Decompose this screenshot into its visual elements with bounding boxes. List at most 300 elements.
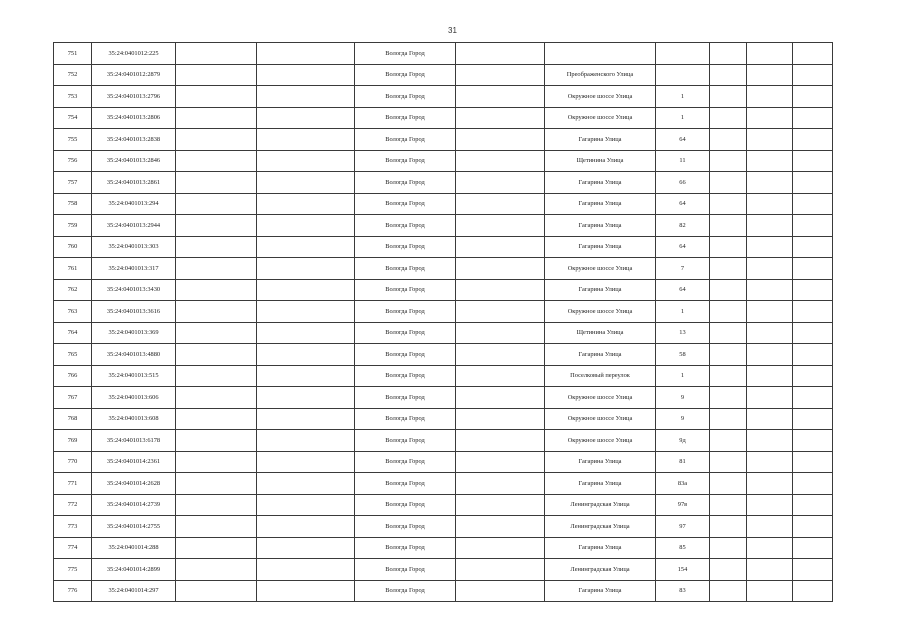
empty-cell xyxy=(793,559,833,581)
table-row xyxy=(54,365,833,387)
empty-cell xyxy=(176,236,257,258)
empty-cell xyxy=(793,408,833,430)
empty-cell xyxy=(747,150,793,172)
house-number-cell xyxy=(656,64,710,86)
empty-cell xyxy=(710,43,747,65)
empty-cell xyxy=(793,215,833,237)
house-number-cell: 1 xyxy=(656,107,710,129)
empty-cell xyxy=(793,473,833,495)
empty-cell xyxy=(747,43,793,65)
cadastral-number-cell: 35:24:0401014:2739 xyxy=(92,494,176,516)
street-cell: Гагарина Улица xyxy=(545,451,656,473)
empty-cell xyxy=(793,172,833,194)
empty-cell xyxy=(710,387,747,409)
row-number-cell: 757 xyxy=(54,172,92,194)
empty-cell xyxy=(257,322,355,344)
house-number-cell: 154 xyxy=(656,559,710,581)
empty-cell xyxy=(747,322,793,344)
street-cell: Ленинградская Улица xyxy=(545,516,656,538)
empty-cell xyxy=(456,107,545,129)
empty-cell xyxy=(710,86,747,108)
street-cell xyxy=(545,43,656,65)
empty-cell xyxy=(747,107,793,129)
empty-cell xyxy=(793,344,833,366)
city-cell: Вологда Город xyxy=(355,430,456,452)
empty-cell xyxy=(710,129,747,151)
cadastral-number-cell: 35:24:0401013:369 xyxy=(92,322,176,344)
table-row xyxy=(54,344,833,366)
cadastral-number-cell: 35:24:0401013:4880 xyxy=(92,344,176,366)
empty-cell xyxy=(747,365,793,387)
table-row xyxy=(54,64,833,86)
empty-cell xyxy=(176,365,257,387)
empty-cell xyxy=(793,193,833,215)
empty-cell xyxy=(793,107,833,129)
empty-cell xyxy=(747,580,793,602)
empty-cell xyxy=(456,473,545,495)
empty-cell xyxy=(176,580,257,602)
empty-cell xyxy=(793,301,833,323)
empty-cell xyxy=(710,193,747,215)
empty-cell xyxy=(257,344,355,366)
empty-cell xyxy=(456,279,545,301)
empty-cell xyxy=(176,516,257,538)
empty-cell xyxy=(257,86,355,108)
street-cell: Окружное шоссе Улица xyxy=(545,301,656,323)
cadastral-number-cell: 35:24:0401014:2899 xyxy=(92,559,176,581)
empty-cell xyxy=(257,473,355,495)
row-number-cell: 762 xyxy=(54,279,92,301)
table-row xyxy=(54,537,833,559)
empty-cell xyxy=(176,322,257,344)
empty-cell xyxy=(176,387,257,409)
empty-cell xyxy=(793,451,833,473)
house-number-cell: 83а xyxy=(656,473,710,495)
city-cell: Вологда Город xyxy=(355,516,456,538)
city-cell: Вологда Город xyxy=(355,580,456,602)
empty-cell xyxy=(710,258,747,280)
empty-cell xyxy=(456,172,545,194)
row-number-cell: 775 xyxy=(54,559,92,581)
empty-cell xyxy=(456,494,545,516)
street-cell: Окружное шоссе Улица xyxy=(545,387,656,409)
empty-cell xyxy=(456,236,545,258)
cadastral-number-cell: 35:24:0401014:288 xyxy=(92,537,176,559)
empty-cell xyxy=(747,129,793,151)
street-cell: Щетинина Улица xyxy=(545,150,656,172)
house-number-cell: 85 xyxy=(656,537,710,559)
row-number-cell: 770 xyxy=(54,451,92,473)
street-cell: Гагарина Улица xyxy=(545,580,656,602)
house-number-cell: 82 xyxy=(656,215,710,237)
table-row xyxy=(54,236,833,258)
city-cell: Вологда Город xyxy=(355,537,456,559)
table-row xyxy=(54,494,833,516)
house-number-cell: 1 xyxy=(656,365,710,387)
empty-cell xyxy=(456,344,545,366)
empty-cell xyxy=(176,129,257,151)
city-cell: Вологда Город xyxy=(355,236,456,258)
empty-cell xyxy=(793,322,833,344)
city-cell: Вологда Город xyxy=(355,387,456,409)
empty-cell xyxy=(257,516,355,538)
empty-cell xyxy=(793,86,833,108)
table-row xyxy=(54,451,833,473)
empty-cell xyxy=(176,279,257,301)
cadastral-number-cell: 35:24:0401013:608 xyxy=(92,408,176,430)
row-number-cell: 772 xyxy=(54,494,92,516)
empty-cell xyxy=(176,537,257,559)
city-cell: Вологда Город xyxy=(355,344,456,366)
empty-cell xyxy=(176,258,257,280)
row-number-cell: 760 xyxy=(54,236,92,258)
table-row xyxy=(54,258,833,280)
empty-cell xyxy=(793,494,833,516)
cadastral-number-cell: 35:24:0401013:3616 xyxy=(92,301,176,323)
empty-cell xyxy=(176,408,257,430)
empty-cell xyxy=(257,129,355,151)
empty-cell xyxy=(747,344,793,366)
empty-cell xyxy=(747,64,793,86)
empty-cell xyxy=(456,129,545,151)
empty-cell xyxy=(176,344,257,366)
empty-cell xyxy=(456,193,545,215)
empty-cell xyxy=(257,537,355,559)
empty-cell xyxy=(456,258,545,280)
empty-cell xyxy=(710,559,747,581)
house-number-cell: 97в xyxy=(656,494,710,516)
empty-cell xyxy=(176,107,257,129)
house-number-cell: 64 xyxy=(656,236,710,258)
street-cell: Гагарина Улица xyxy=(545,172,656,194)
empty-cell xyxy=(747,387,793,409)
empty-cell xyxy=(257,107,355,129)
house-number-cell: 9 xyxy=(656,408,710,430)
empty-cell xyxy=(176,430,257,452)
empty-cell xyxy=(747,258,793,280)
city-cell: Вологда Город xyxy=(355,494,456,516)
house-number-cell: 11 xyxy=(656,150,710,172)
house-number-cell: 7 xyxy=(656,258,710,280)
cadastral-number-cell: 35:24:0401013:2806 xyxy=(92,107,176,129)
cadastral-number-cell: 35:24:0401012:225 xyxy=(92,43,176,65)
empty-cell xyxy=(257,580,355,602)
empty-cell xyxy=(710,344,747,366)
city-cell: Вологда Город xyxy=(355,215,456,237)
table-row xyxy=(54,107,833,129)
empty-cell xyxy=(456,365,545,387)
street-cell: Гагарина Улица xyxy=(545,344,656,366)
empty-cell xyxy=(456,451,545,473)
row-number-cell: 759 xyxy=(54,215,92,237)
empty-cell xyxy=(257,150,355,172)
house-number-cell xyxy=(656,43,710,65)
empty-cell xyxy=(176,150,257,172)
street-cell: Гагарина Улица xyxy=(545,129,656,151)
house-number-cell: 81 xyxy=(656,451,710,473)
empty-cell xyxy=(257,64,355,86)
street-cell: Окружное шоссе Улица xyxy=(545,430,656,452)
city-cell: Вологда Город xyxy=(355,172,456,194)
city-cell: Вологда Город xyxy=(355,150,456,172)
cadastral-number-cell: 35:24:0401013:294 xyxy=(92,193,176,215)
house-number-cell: 66 xyxy=(656,172,710,194)
empty-cell xyxy=(793,430,833,452)
empty-cell xyxy=(257,193,355,215)
empty-cell xyxy=(747,516,793,538)
cadastral-number-cell: 35:24:0401013:2796 xyxy=(92,86,176,108)
city-cell: Вологда Город xyxy=(355,43,456,65)
empty-cell xyxy=(710,516,747,538)
table-row xyxy=(54,172,833,194)
empty-cell xyxy=(456,408,545,430)
street-cell: Гагарина Улица xyxy=(545,193,656,215)
row-number-cell: 763 xyxy=(54,301,92,323)
row-number-cell: 768 xyxy=(54,408,92,430)
empty-cell xyxy=(257,236,355,258)
empty-cell xyxy=(747,537,793,559)
empty-cell xyxy=(257,451,355,473)
page-number: 31 xyxy=(448,26,457,35)
house-number-cell: 13 xyxy=(656,322,710,344)
row-number-cell: 774 xyxy=(54,537,92,559)
empty-cell xyxy=(710,172,747,194)
empty-cell xyxy=(793,236,833,258)
street-cell: Гагарина Улица xyxy=(545,215,656,237)
cadastral-number-cell: 35:24:0401013:3430 xyxy=(92,279,176,301)
empty-cell xyxy=(456,86,545,108)
city-cell: Вологда Город xyxy=(355,408,456,430)
empty-cell xyxy=(257,365,355,387)
empty-cell xyxy=(793,43,833,65)
empty-cell xyxy=(456,387,545,409)
empty-cell xyxy=(456,43,545,65)
table-row xyxy=(54,86,833,108)
empty-cell xyxy=(710,279,747,301)
cadastral-number-cell: 35:24:0401013:515 xyxy=(92,365,176,387)
row-number-cell: 761 xyxy=(54,258,92,280)
empty-cell xyxy=(747,301,793,323)
house-number-cell: 1 xyxy=(656,86,710,108)
table-row xyxy=(54,301,833,323)
cadastral-number-cell: 35:24:0401013:2861 xyxy=(92,172,176,194)
empty-cell xyxy=(747,236,793,258)
house-number-cell: 64 xyxy=(656,279,710,301)
empty-cell xyxy=(793,580,833,602)
row-number-cell: 765 xyxy=(54,344,92,366)
street-cell: Гагарина Улица xyxy=(545,236,656,258)
row-number-cell: 752 xyxy=(54,64,92,86)
street-cell: Преображенского Улица xyxy=(545,64,656,86)
table-row xyxy=(54,580,833,602)
cadastral-number-cell: 35:24:0401014:2755 xyxy=(92,516,176,538)
cadastral-number-cell: 35:24:0401013:317 xyxy=(92,258,176,280)
house-number-cell: 1 xyxy=(656,301,710,323)
empty-cell xyxy=(176,43,257,65)
empty-cell xyxy=(176,64,257,86)
empty-cell xyxy=(793,279,833,301)
empty-cell xyxy=(257,408,355,430)
cadastral-number-cell: 35:24:0401014:2628 xyxy=(92,473,176,495)
empty-cell xyxy=(257,494,355,516)
empty-cell xyxy=(176,86,257,108)
cadastral-number-cell: 35:24:0401013:2838 xyxy=(92,129,176,151)
empty-cell xyxy=(456,430,545,452)
empty-cell xyxy=(793,387,833,409)
empty-cell xyxy=(793,537,833,559)
empty-cell xyxy=(456,580,545,602)
city-cell: Вологда Город xyxy=(355,107,456,129)
row-number-cell: 771 xyxy=(54,473,92,495)
row-number-cell: 767 xyxy=(54,387,92,409)
empty-cell xyxy=(456,150,545,172)
row-number-cell: 764 xyxy=(54,322,92,344)
street-cell: Окружное шоссе Улица xyxy=(545,408,656,430)
street-cell: Окружное шоссе Улица xyxy=(545,258,656,280)
cadastral-number-cell: 35:24:0401014:2361 xyxy=(92,451,176,473)
street-cell: Окружное шоссе Улица xyxy=(545,107,656,129)
row-number-cell: 751 xyxy=(54,43,92,65)
empty-cell xyxy=(710,64,747,86)
row-number-cell: 755 xyxy=(54,129,92,151)
house-number-cell: 9д xyxy=(656,430,710,452)
table-row xyxy=(54,150,833,172)
empty-cell xyxy=(710,408,747,430)
empty-cell xyxy=(710,580,747,602)
city-cell: Вологда Город xyxy=(355,365,456,387)
registry-table-body xyxy=(54,43,833,602)
street-cell: Гагарина Улица xyxy=(545,537,656,559)
empty-cell xyxy=(710,451,747,473)
empty-cell xyxy=(710,430,747,452)
table-row xyxy=(54,193,833,215)
empty-cell xyxy=(747,215,793,237)
city-cell: Вологда Город xyxy=(355,258,456,280)
empty-cell xyxy=(747,279,793,301)
empty-cell xyxy=(793,258,833,280)
empty-cell xyxy=(176,215,257,237)
table-row xyxy=(54,279,833,301)
empty-cell xyxy=(176,193,257,215)
house-number-cell: 64 xyxy=(656,193,710,215)
cadastral-number-cell: 35:24:0401013:6178 xyxy=(92,430,176,452)
empty-cell xyxy=(456,301,545,323)
empty-cell xyxy=(257,258,355,280)
table-row xyxy=(54,387,833,409)
city-cell: Вологда Город xyxy=(355,473,456,495)
city-cell: Вологда Город xyxy=(355,451,456,473)
house-number-cell: 9 xyxy=(656,387,710,409)
city-cell: Вологда Город xyxy=(355,129,456,151)
street-cell: Окружное шоссе Улица xyxy=(545,86,656,108)
row-number-cell: 758 xyxy=(54,193,92,215)
cadastral-number-cell: 35:24:0401012:2879 xyxy=(92,64,176,86)
table-row xyxy=(54,430,833,452)
empty-cell xyxy=(710,365,747,387)
empty-cell xyxy=(710,215,747,237)
table-row xyxy=(54,516,833,538)
table-row xyxy=(54,473,833,495)
empty-cell xyxy=(747,430,793,452)
empty-cell xyxy=(456,537,545,559)
empty-cell xyxy=(793,129,833,151)
empty-cell xyxy=(710,150,747,172)
cadastral-number-cell: 35:24:0401013:606 xyxy=(92,387,176,409)
empty-cell xyxy=(710,494,747,516)
table-row xyxy=(54,129,833,151)
cadastral-number-cell: 35:24:0401013:303 xyxy=(92,236,176,258)
row-number-cell: 756 xyxy=(54,150,92,172)
empty-cell xyxy=(257,215,355,237)
empty-cell xyxy=(176,172,257,194)
empty-cell xyxy=(456,559,545,581)
empty-cell xyxy=(257,559,355,581)
city-cell: Вологда Город xyxy=(355,279,456,301)
row-number-cell: 776 xyxy=(54,580,92,602)
empty-cell xyxy=(747,559,793,581)
street-cell: Поселковый переулок xyxy=(545,365,656,387)
city-cell: Вологда Город xyxy=(355,86,456,108)
empty-cell xyxy=(793,365,833,387)
empty-cell xyxy=(257,301,355,323)
table-row xyxy=(54,559,833,581)
empty-cell xyxy=(456,322,545,344)
empty-cell xyxy=(456,64,545,86)
house-number-cell: 97 xyxy=(656,516,710,538)
table-row xyxy=(54,322,833,344)
street-cell: Гагарина Улица xyxy=(545,473,656,495)
cadastral-number-cell: 35:24:0401014:297 xyxy=(92,580,176,602)
empty-cell xyxy=(176,451,257,473)
empty-cell xyxy=(793,150,833,172)
empty-cell xyxy=(710,236,747,258)
empty-cell xyxy=(747,172,793,194)
empty-cell xyxy=(710,537,747,559)
empty-cell xyxy=(257,279,355,301)
empty-cell xyxy=(747,451,793,473)
row-number-cell: 766 xyxy=(54,365,92,387)
city-cell: Вологда Город xyxy=(355,301,456,323)
table-row xyxy=(54,215,833,237)
row-number-cell: 773 xyxy=(54,516,92,538)
city-cell: Вологда Город xyxy=(355,64,456,86)
empty-cell xyxy=(257,430,355,452)
table-row xyxy=(54,43,833,65)
cadastral-number-cell: 35:24:0401013:2944 xyxy=(92,215,176,237)
empty-cell xyxy=(257,43,355,65)
city-cell: Вологда Город xyxy=(355,322,456,344)
empty-cell xyxy=(257,387,355,409)
empty-cell xyxy=(456,516,545,538)
house-number-cell: 83 xyxy=(656,580,710,602)
empty-cell xyxy=(257,172,355,194)
street-cell: Ленинградская Улица xyxy=(545,559,656,581)
city-cell: Вологда Город xyxy=(355,559,456,581)
empty-cell xyxy=(747,86,793,108)
empty-cell xyxy=(793,64,833,86)
empty-cell xyxy=(710,473,747,495)
street-cell: Ленинградская Улица xyxy=(545,494,656,516)
empty-cell xyxy=(710,301,747,323)
empty-cell xyxy=(176,473,257,495)
row-number-cell: 769 xyxy=(54,430,92,452)
row-number-cell: 754 xyxy=(54,107,92,129)
empty-cell xyxy=(176,301,257,323)
house-number-cell: 58 xyxy=(656,344,710,366)
empty-cell xyxy=(710,107,747,129)
empty-cell xyxy=(747,473,793,495)
empty-cell xyxy=(793,516,833,538)
